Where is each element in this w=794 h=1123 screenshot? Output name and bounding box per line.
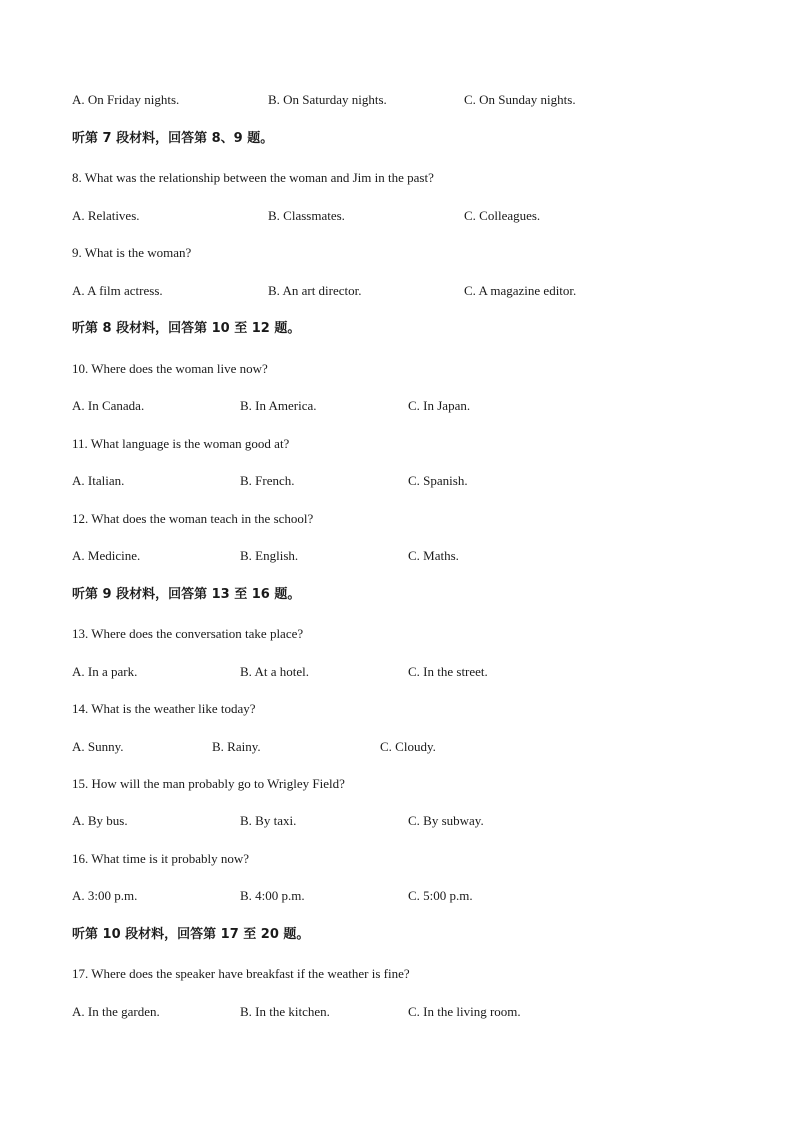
option-c: C. In Japan.	[408, 398, 471, 413]
option-b: B. French.	[240, 473, 295, 488]
question-15: 15. How will the man probably go to Wrigley Field?	[72, 776, 345, 791]
question-8: 8. What was the relationship between the woman and Jim in the past?	[72, 170, 434, 185]
option-b: B. At a hotel.	[240, 664, 309, 679]
option-c: C. Colleagues.	[464, 208, 541, 223]
question-14: 14. What is the weather like today?	[72, 701, 256, 716]
section-heading: 听第 8 段材料，回答第 10 至 12 题。	[72, 321, 301, 336]
option-a: A. By bus.	[72, 813, 128, 828]
section-heading: 听第 9 段材料，回答第 13 至 16 题。	[72, 587, 301, 602]
question-11: 11. What language is the woman good at?	[72, 436, 290, 451]
question-13: 13. Where does the conversation take place?	[72, 626, 304, 641]
option-b: B. English.	[240, 548, 299, 563]
option-b: B. An art director.	[268, 283, 362, 298]
option-a: A. Medicine.	[72, 548, 141, 563]
option-a: A. In Canada.	[72, 398, 145, 413]
question-9: 9. What is the woman?	[72, 245, 192, 260]
option-a: A. In the garden.	[72, 1004, 160, 1019]
option-c: C. Cloudy.	[380, 739, 436, 754]
option-c: C. In the street.	[408, 664, 488, 679]
option-a: A. Sunny.	[72, 739, 124, 754]
option-c: C. Spanish.	[408, 473, 468, 488]
option-a: A. Relatives.	[72, 208, 140, 223]
option-c: C. 5:00 p.m.	[408, 888, 473, 903]
section-heading: 听第 7 段材料，回答第 8、9 题。	[72, 131, 274, 146]
question-16: 16. What time is it probably now?	[72, 851, 250, 866]
option-a: A. 3:00 p.m.	[72, 888, 138, 903]
option-c: C. By subway.	[408, 813, 484, 828]
question-10: 10. Where does the woman live now?	[72, 361, 268, 376]
section-heading: 听第 10 段材料，回答第 17 至 20 题。	[72, 927, 310, 942]
option-c: C. A magazine editor.	[464, 283, 577, 298]
option-a: A. Italian.	[72, 473, 125, 488]
option-b: B. In the kitchen.	[240, 1004, 330, 1019]
option-a: A. A film actress.	[72, 283, 163, 298]
option-b: B. In America.	[240, 398, 317, 413]
option-b: B. By taxi.	[240, 813, 297, 828]
option-c: C. Maths.	[408, 548, 459, 563]
option-b: B. Classmates.	[268, 208, 345, 223]
option-c: C. On Sunday nights.	[464, 92, 576, 107]
option-c: C. In the living room.	[408, 1004, 521, 1019]
question-17: 17. Where does the speaker have breakfast if the weather is fine?	[72, 966, 410, 981]
option-b: B. On Saturday nights.	[268, 92, 387, 107]
option-b: B. 4:00 p.m.	[240, 888, 305, 903]
option-a: A. On Friday nights.	[72, 92, 180, 107]
option-a: A. In a park.	[72, 664, 138, 679]
option-b: B. Rainy.	[212, 739, 261, 754]
question-12: 12. What does the woman teach in the school?	[72, 511, 314, 526]
